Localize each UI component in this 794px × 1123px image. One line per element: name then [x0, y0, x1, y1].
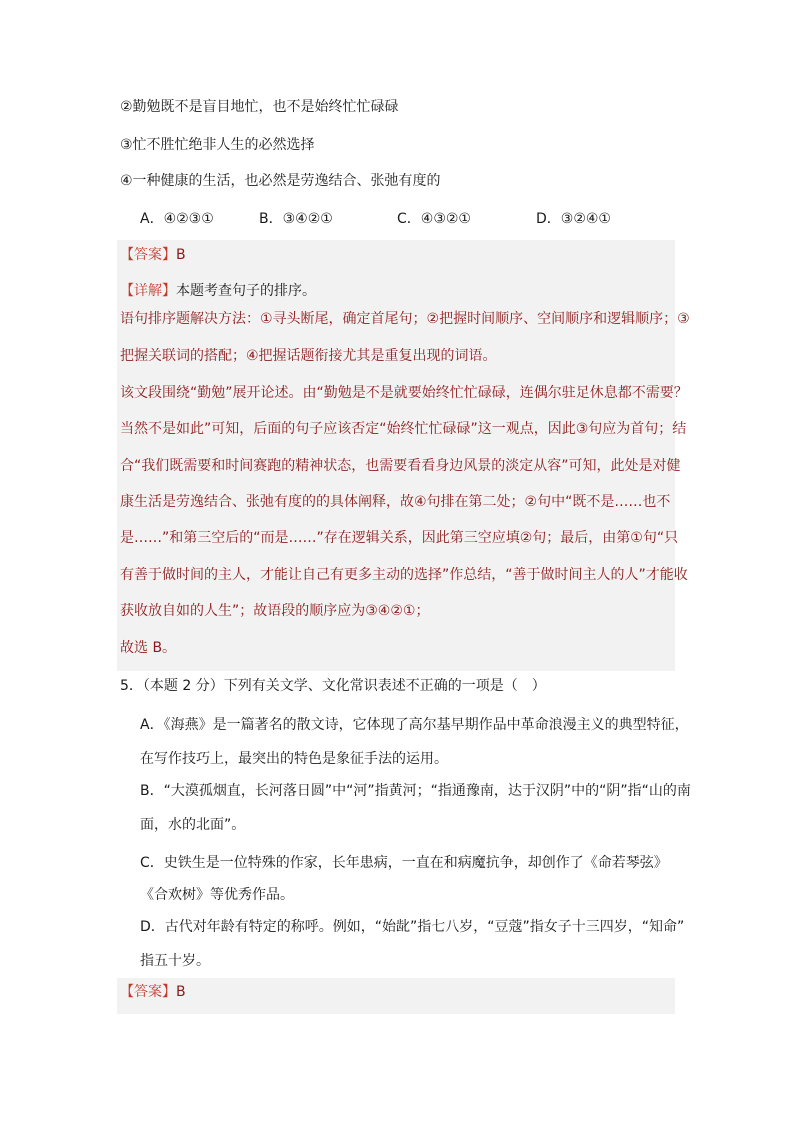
q5-option-d-line2: 指五十岁。	[140, 953, 210, 969]
explanation-line: 有善于做时间的主人，才能让自己有更多主动的选择”作总结，“善于做时间主人的人”才能收	[120, 567, 688, 583]
option-d: D．③②④①	[536, 211, 611, 227]
explanation-line: 获收放自如的人生”；故语段的顺序应为③④②①；	[120, 603, 430, 619]
answer-tag-2: 【答案】	[120, 984, 176, 1000]
option-a: A．④②③①	[140, 211, 214, 227]
q5-option-b-line2: 面，水的北面”。	[140, 817, 246, 833]
q5-option-d-line1: D．古代对年龄有特定的称呼。例如，“始龀”指七八岁，“豆蔻”指女子十三四岁，“知命”	[140, 919, 685, 935]
option-b: B．③④②①	[259, 211, 333, 227]
answer-tag: 【答案】	[120, 247, 176, 263]
answer-value-2: B	[176, 984, 186, 1000]
answer-line-2	[120, 983, 186, 1001]
explanation-line: 当然不是如此”可知，后面的句子应该否定“始终忙忙碌碌”这一观点，因此③句应为首句；结	[120, 421, 687, 437]
detail-line	[120, 282, 316, 300]
explanation-line: 康生活是劳逸结合、张弛有度的的具体阐释，故④句排在第二处；②句中“既不是……也不	[120, 494, 671, 510]
explanation-line: 合“我们既需要和时间赛跑的精神状态，也需要看看身边风景的淡定从容”可知，此处是对健	[120, 458, 681, 474]
explanation-line: 是……”和第三空后的“而是……”存在逻辑关系，因此第三空应填②句；最后，由第①句“只	[120, 530, 679, 546]
sentence-4: ④一种健康的生活，也必然是劳逸结合、张弛有度的	[120, 173, 441, 189]
option-c: C．④③②①	[397, 211, 471, 227]
sentence-3: ③忙不胜忙绝非人生的必然选择	[120, 137, 315, 153]
answer-line	[120, 246, 186, 264]
detail-intro: 本题考查句子的排序。	[176, 283, 316, 299]
explanation-line: 语句排序题解决方法：①寻头断尾，确定首尾句；②把握时间顺序、空间顺序和逻辑顺序；③	[120, 311, 690, 327]
explanation-line: 把握关联词的搭配；④把握话题衔接尤其是重复出现的词语。	[120, 348, 497, 364]
detail-tag: 【详解】	[120, 283, 176, 299]
q5-option-c-line2: 《合欢树》等优秀作品。	[140, 887, 294, 903]
explanation-line: 故选 B。	[120, 640, 177, 656]
q5-option-b-line1: B．“大漠孤烟直，长河落日圆”中“河”指黄河；“指通豫南，达于汉阴”中的“阴”指“山的南	[140, 783, 691, 799]
q5-option-a-line2: 在写作技巧上，最突出的特色是象征手法的运用。	[140, 751, 448, 767]
question-5-stem: 5．（本题 2 分）下列有关文学、文化常识表述不正确的一项是（ ）	[120, 678, 546, 694]
q5-option-c-line1: C．史铁生是一位特殊的作家，长年患病，一直在和病魔抗争，却创作了《命若琴弦》	[140, 855, 668, 871]
sentence-2: ②勤勉既不是盲目地忙，也不是始终忙忙碌碌	[120, 99, 399, 115]
explanation-line: 该文段围绕“勤勉”展开论述。由“勤勉是不是就要始终忙忙碌碌，连偶尔驻足休息都不需要？	[120, 385, 688, 401]
q5-option-a-line1: A．《海燕》是一篇著名的散文诗，它体现了高尔基早期作品中革命浪漫主义的典型特征，	[140, 717, 689, 733]
answer-value: B	[176, 247, 186, 263]
answer-block-2	[117, 978, 675, 1014]
